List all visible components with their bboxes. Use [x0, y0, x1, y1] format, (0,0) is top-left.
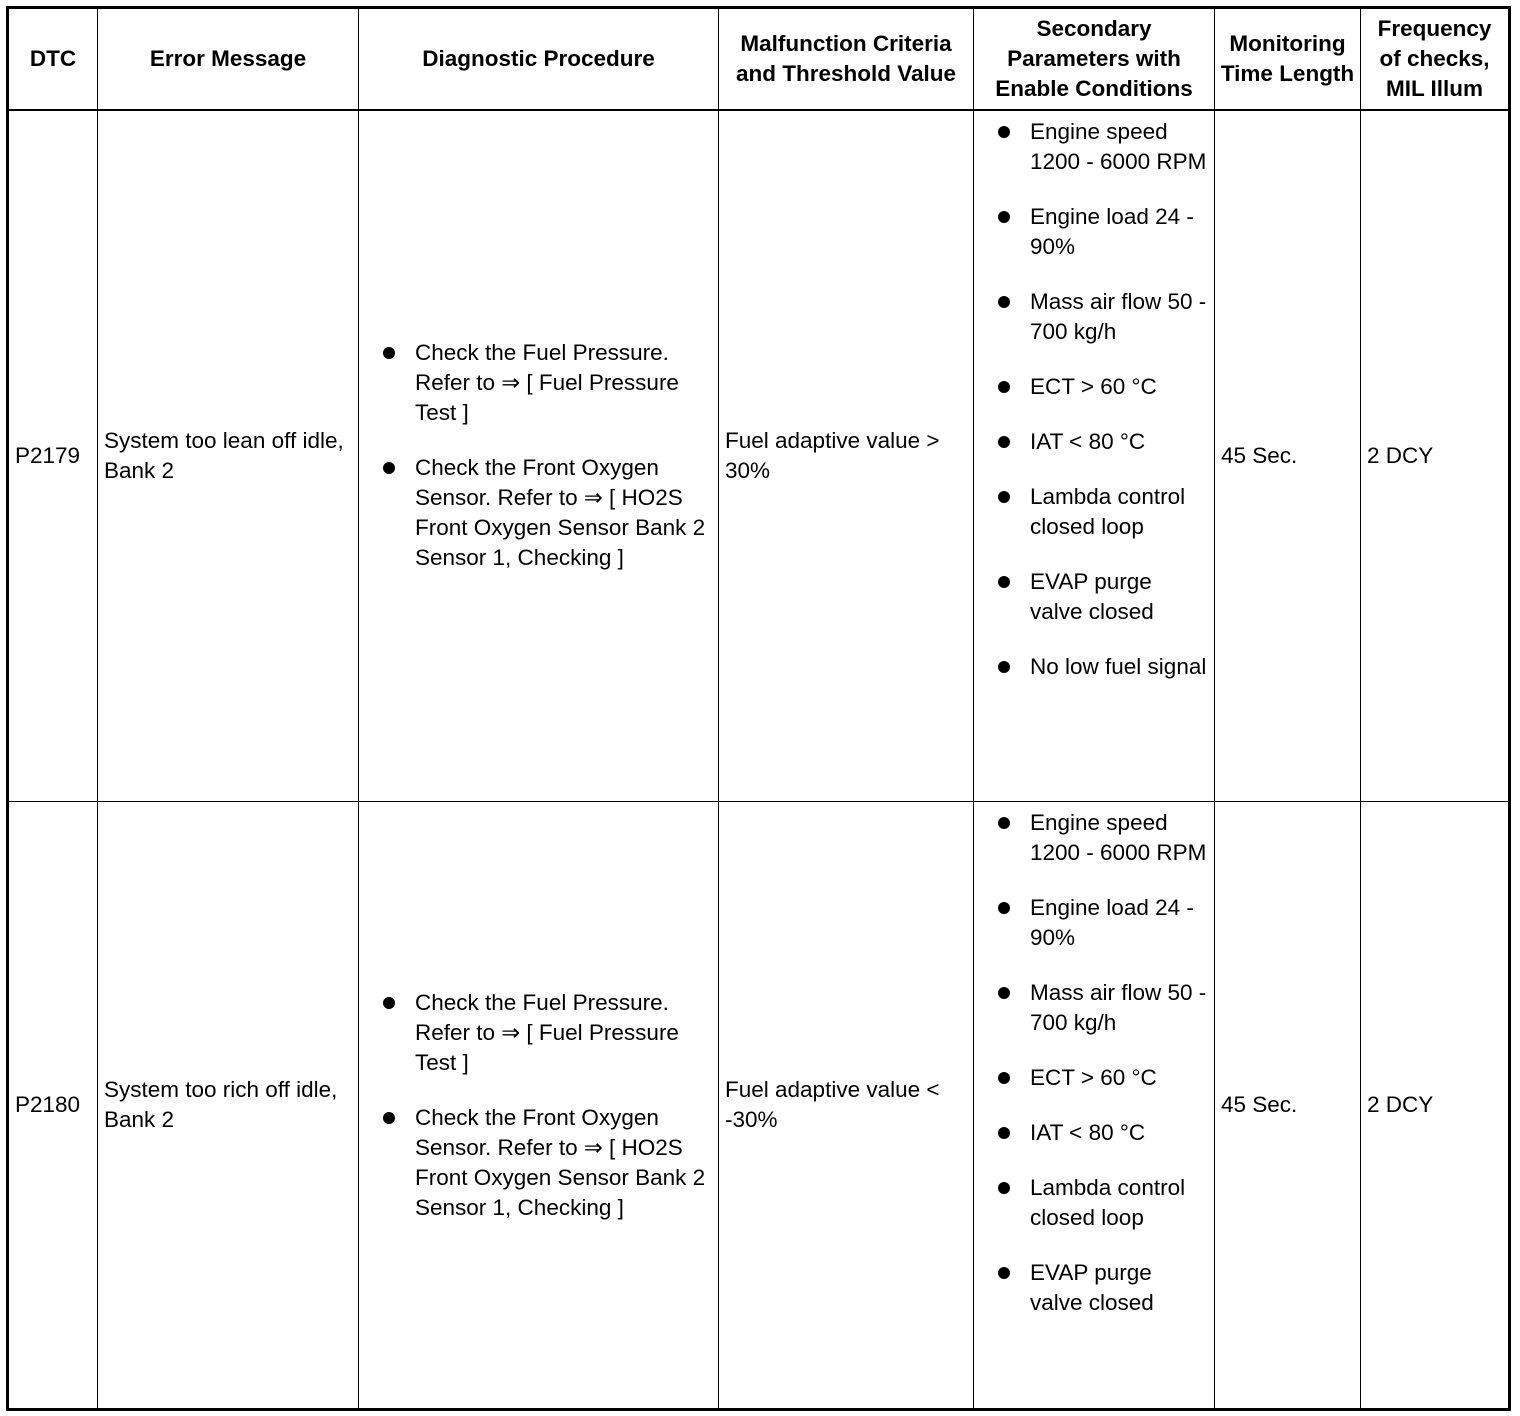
list-item: ECT > 60 °C	[996, 1063, 1210, 1093]
secondary-parameter-list	[996, 117, 1210, 682]
list-item: Engine speed 1200 - 6000 RPM	[996, 117, 1210, 177]
cell-error-message: System too lean off idle, Bank 2	[98, 110, 359, 802]
table-row	[8, 802, 1510, 1410]
cell-frequency: 2 DCY	[1361, 802, 1510, 1410]
header-error-message: Error Message	[98, 8, 359, 110]
table-header	[8, 8, 1510, 110]
header-monitoring-time: Monitoring Time Length	[1215, 8, 1361, 110]
cell-diagnostic-procedure	[359, 802, 719, 1410]
list-item: Check the Fuel Pressure. Refer to ⇒ [ Fuel Pressure Test ]	[381, 988, 714, 1078]
cell-monitoring-time: 45 Sec.	[1215, 110, 1361, 802]
table-row	[8, 110, 1510, 802]
dtc-table	[6, 6, 1511, 1411]
header-dtc: DTC	[8, 8, 98, 110]
list-item: IAT < 80 °C	[996, 1118, 1210, 1148]
cell-monitoring-time: 45 Sec.	[1215, 802, 1361, 1410]
header-row	[8, 8, 1510, 110]
cell-secondary-parameters	[974, 110, 1215, 802]
table-body	[8, 110, 1510, 1410]
cell-dtc: P2179	[8, 110, 98, 802]
cell-secondary-parameters	[974, 802, 1215, 1410]
list-item: Mass air flow 50 - 700 kg/h	[996, 287, 1210, 347]
list-item: Lambda control closed loop	[996, 1173, 1210, 1233]
list-item: Engine speed 1200 - 6000 RPM	[996, 808, 1210, 868]
list-item: Mass air flow 50 - 700 kg/h	[996, 978, 1210, 1038]
list-item: ECT > 60 °C	[996, 372, 1210, 402]
header-diagnostic-procedure: Diagnostic Procedure	[359, 8, 719, 110]
list-item: Check the Front Oxygen Sensor. Refer to ⇒ [ HO2S Front Oxygen Sensor Bank 2 Sensor 1, Checking ]	[381, 453, 714, 573]
secondary-parameter-list	[996, 808, 1210, 1318]
list-item: Check the Front Oxygen Sensor. Refer to ⇒ [ HO2S Front Oxygen Sensor Bank 2 Sensor 1, Checking ]	[381, 1103, 714, 1223]
list-item: No low fuel signal	[996, 652, 1210, 682]
list-item: EVAP purge valve closed	[996, 1258, 1210, 1318]
procedure-list	[381, 338, 714, 573]
list-item: Engine load 24 - 90%	[996, 202, 1210, 262]
header-malfunction-criteria: Malfunction Criteria and Threshold Value	[719, 8, 974, 110]
procedure-list	[381, 988, 714, 1223]
list-item: Check the Fuel Pressure. Refer to ⇒ [ Fuel Pressure Test ]	[381, 338, 714, 428]
cell-frequency: 2 DCY	[1361, 110, 1510, 802]
cell-malfunction-criteria: Fuel adaptive value > 30%	[719, 110, 974, 802]
header-frequency: Frequency of checks, MIL Illum	[1361, 8, 1510, 110]
list-item: Engine load 24 - 90%	[996, 893, 1210, 953]
cell-error-message: System too rich off idle, Bank 2	[98, 802, 359, 1410]
cell-diagnostic-procedure	[359, 110, 719, 802]
list-item: IAT < 80 °C	[996, 427, 1210, 457]
cell-dtc: P2180	[8, 802, 98, 1410]
header-secondary-parameters: Secondary Parameters with Enable Conditions	[974, 8, 1215, 110]
cell-malfunction-criteria: Fuel adaptive value < -30%	[719, 802, 974, 1410]
list-item: EVAP purge valve closed	[996, 567, 1210, 627]
list-item: Lambda control closed loop	[996, 482, 1210, 542]
